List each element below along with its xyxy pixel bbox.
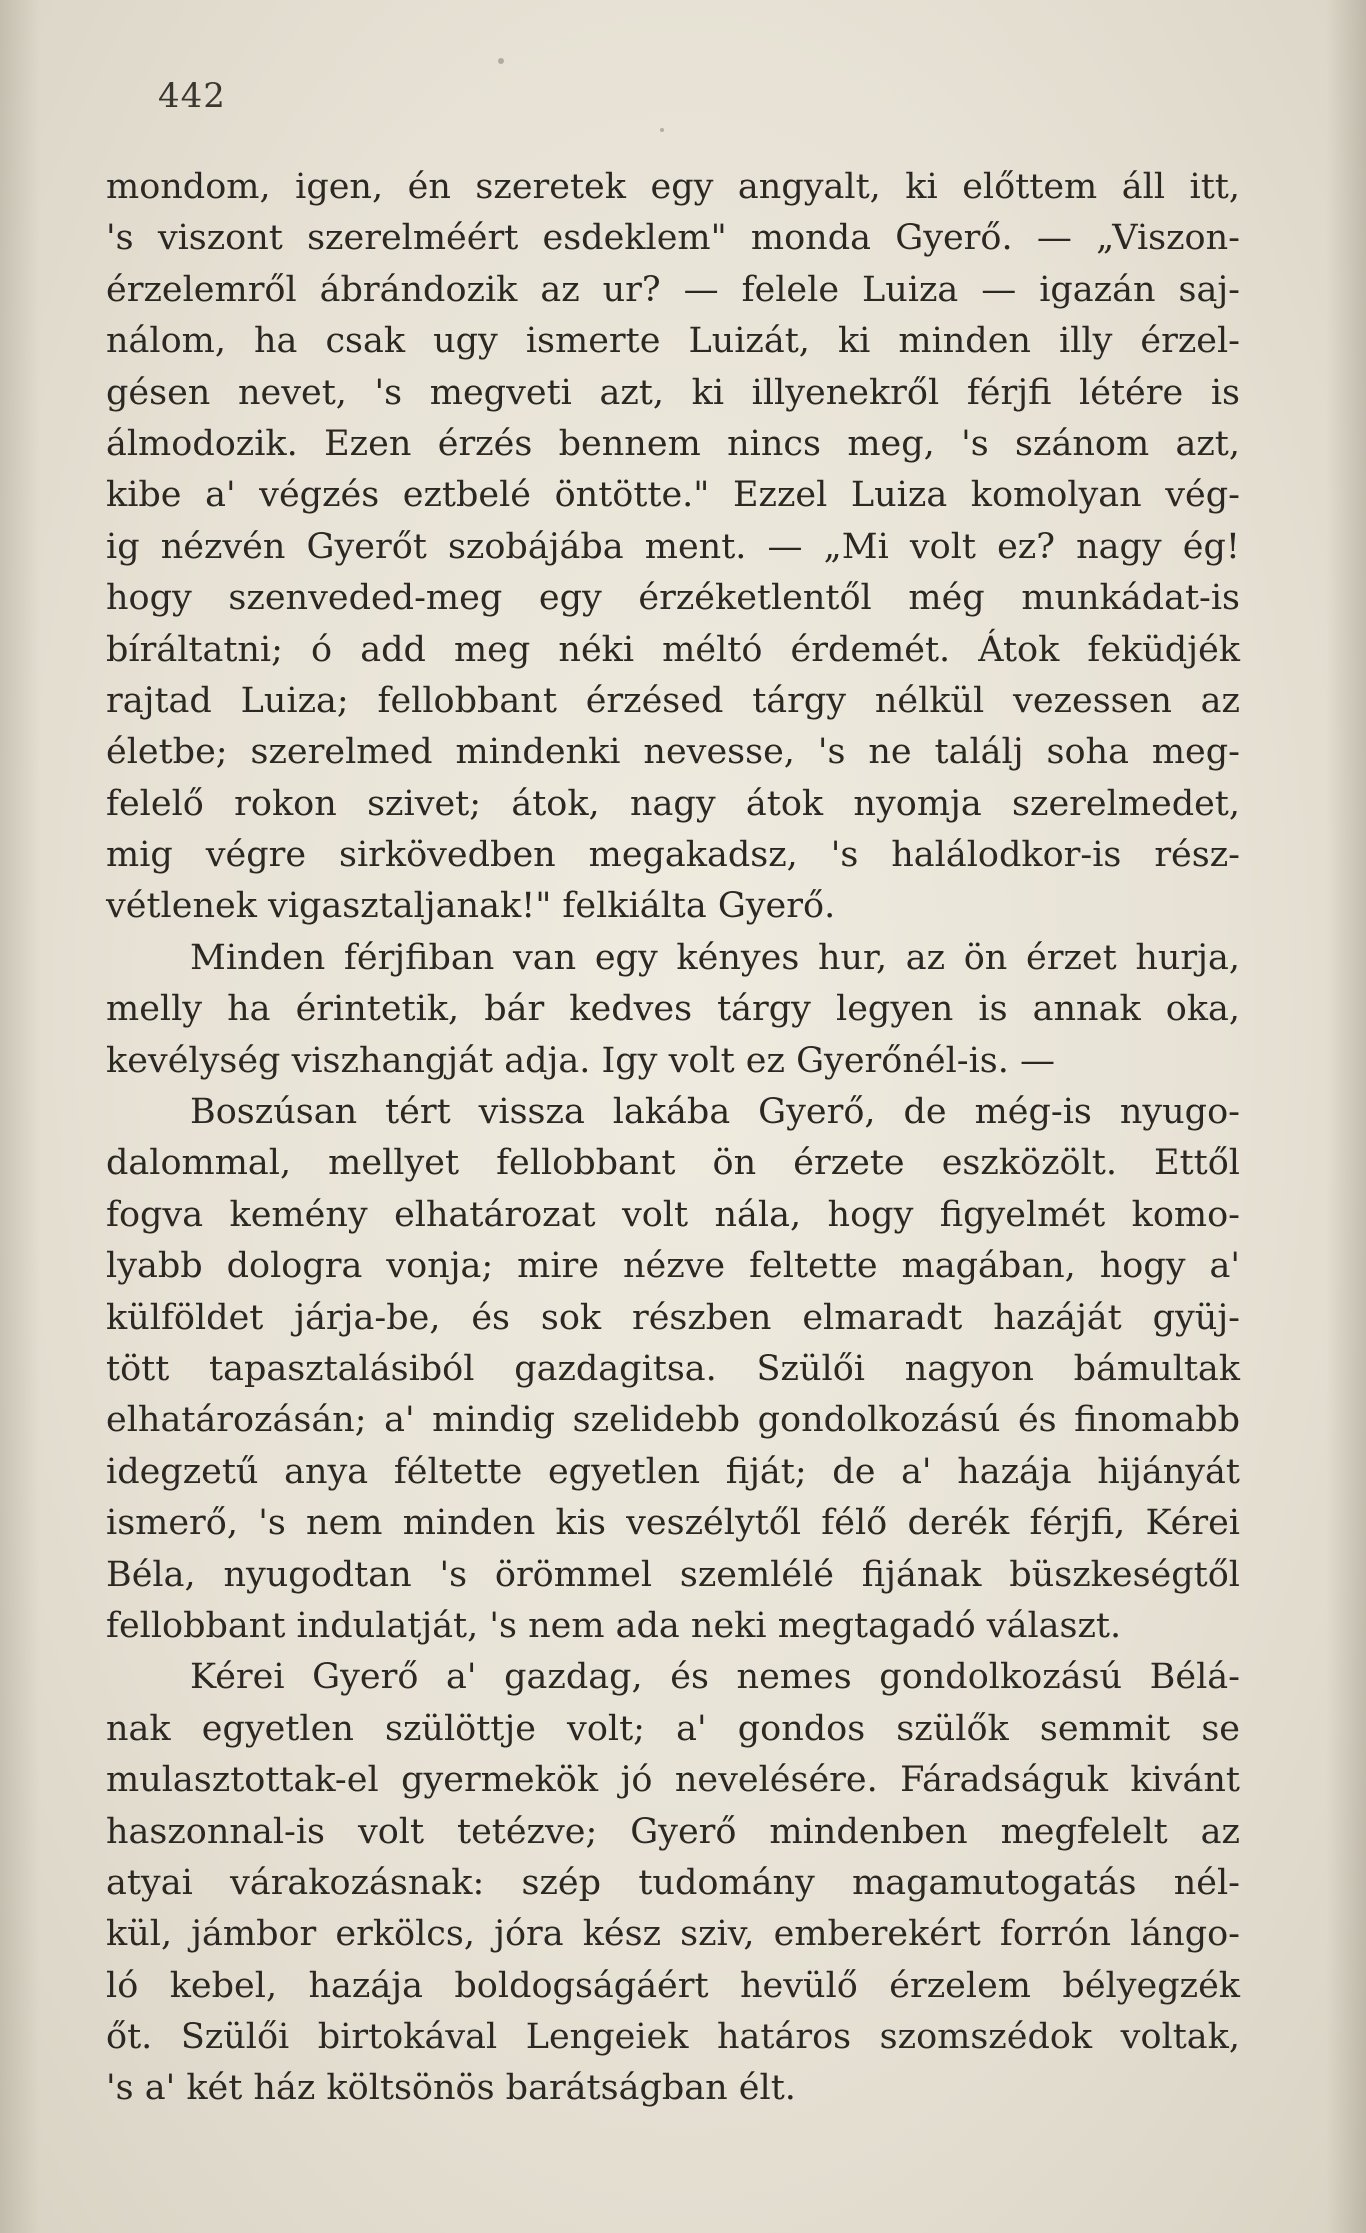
text-line: ismerő, 's nem minden kis veszélytől félő derék férjfi, Kérei — [106, 1503, 1240, 1544]
text-line: dalommal, mellyet fellobbant ön érzete eszközölt. Ettől — [106, 1143, 1240, 1184]
paragraph-start-line: Kérei Gyerő a' gazdag, és nemes gondolkozású Bélá- — [190, 1657, 1240, 1698]
paragraph-start-line: Boszúsan tért vissza lakába Gyerő, de még-is nyugo- — [190, 1092, 1240, 1133]
text-line: életbe; szerelmed mindenki nevesse, 's ne találj soha meg- — [106, 732, 1240, 773]
left-page-shadow — [0, 0, 40, 2233]
text-line: fellobbant indulatját, 's nem ada neki megtagadó választ. — [106, 1605, 1122, 1646]
text-line: őt. Szülői birtokával Lengeiek határos szomszédok voltak, — [106, 2017, 1240, 2058]
text-line: vétlenek vigasztaljanak!" felkiálta Gyerő. — [106, 886, 836, 927]
text-line: nak egyetlen szülöttje volt; a' gondos szülők semmit se — [106, 1708, 1240, 1749]
paragraph-start-line: Minden férjfiban van egy kényes hur, az ön érzet hurja, — [190, 937, 1240, 978]
text-line: gésen nevet, 's megveti azt, ki illyenekről férjfi létére is — [106, 372, 1240, 413]
text-line: kibe a' végzés eztbelé öntötte." Ezzel Luiza komolyan vég- — [106, 475, 1240, 516]
text-line: elhatározásán; a' mindig szelidebb gondolkozású és finomabb — [106, 1400, 1240, 1441]
text-line: felelő rokon szivet; átok, nagy átok nyomja szerelmedet, — [106, 783, 1240, 824]
text-line: tött tapasztalásiból gazdagitsa. Szülői nagyon bámultak — [106, 1348, 1240, 1389]
text-line: álmodozik. Ezen érzés bennem nincs meg, 's szánom azt, — [106, 423, 1240, 464]
text-line: melly ha érintetik, bár kedves tárgy legyen is annak oka, — [106, 989, 1240, 1030]
text-line: mondom, igen, én szeretek egy angyalt, ki előttem áll itt, — [106, 167, 1240, 207]
text-line: kül, jámbor erkölcs, jóra kész sziv, emberekért forrón lángo- — [106, 1914, 1240, 1955]
text-line: Béla, nyugodtan 's örömmel szemlélé fijának büszkeségtől — [106, 1554, 1240, 1595]
text-line: rajtad Luiza; fellobbant érzésed tárgy nélkül vezessen az — [106, 680, 1240, 721]
text-line: ig nézvén Gyerőt szobájába ment. — „Mi volt ez? nagy ég! — [106, 526, 1240, 567]
text-line: mig végre sirkövedben megakadsz, 's halálodkor-is rész- — [106, 835, 1240, 876]
ink-speck — [498, 58, 504, 64]
text-line: haszonnal-is volt tetézve; Gyerő mindenben megfelelt az — [106, 1811, 1240, 1852]
page-number: 442 — [158, 76, 226, 116]
text-line: nálom, ha csak ugy ismerte Luizát, ki minden illy érzel- — [106, 321, 1240, 362]
text-line: kevélység viszhangját adja. Igy volt ez Gyerőnél-is. — — [106, 1040, 1056, 1081]
text-line: külföldet járja-be, és sok részben elmaradt hazáját gyüj- — [106, 1297, 1240, 1338]
text-line: 's a' két ház költsönös barátságban élt. — [106, 2068, 796, 2109]
text-line: 's viszont szerelméért esdeklem" monda Gyerő. — „Viszon- — [106, 218, 1240, 259]
text-line: bíráltatni; ó add meg néki méltó érdemét. Átok feküdjék — [106, 629, 1240, 670]
text-line: atyai várakozásnak: szép tudomány magamutogatás nél- — [106, 1862, 1240, 1903]
text-line: mulasztottak-el gyermekök jó nevelésére. Fáradságuk kivánt — [106, 1760, 1240, 1801]
right-page-shadow — [1326, 0, 1366, 2233]
text-line: ló kebel, hazája boldogságáért hevülő érzelem bélyegzék — [106, 1965, 1240, 2006]
text-line: hogy szenveded-meg egy érzéketlentől még munkádat-is — [106, 578, 1240, 619]
text-line: lyabb dologra vonja; mire nézve feltette magában, hogy a' — [106, 1246, 1240, 1287]
body-text — [106, 162, 1240, 2115]
text-line: fogva kemény elhatározat volt nála, hogy figyelmét komo- — [106, 1194, 1240, 1235]
text-line: idegzetű anya féltette egyetlen fiját; de a' hazája hijányát — [106, 1451, 1240, 1492]
text-line: érzelemről ábrándozik az ur? — felele Luiza — igazán saj- — [106, 269, 1240, 310]
ink-speck — [660, 128, 664, 132]
